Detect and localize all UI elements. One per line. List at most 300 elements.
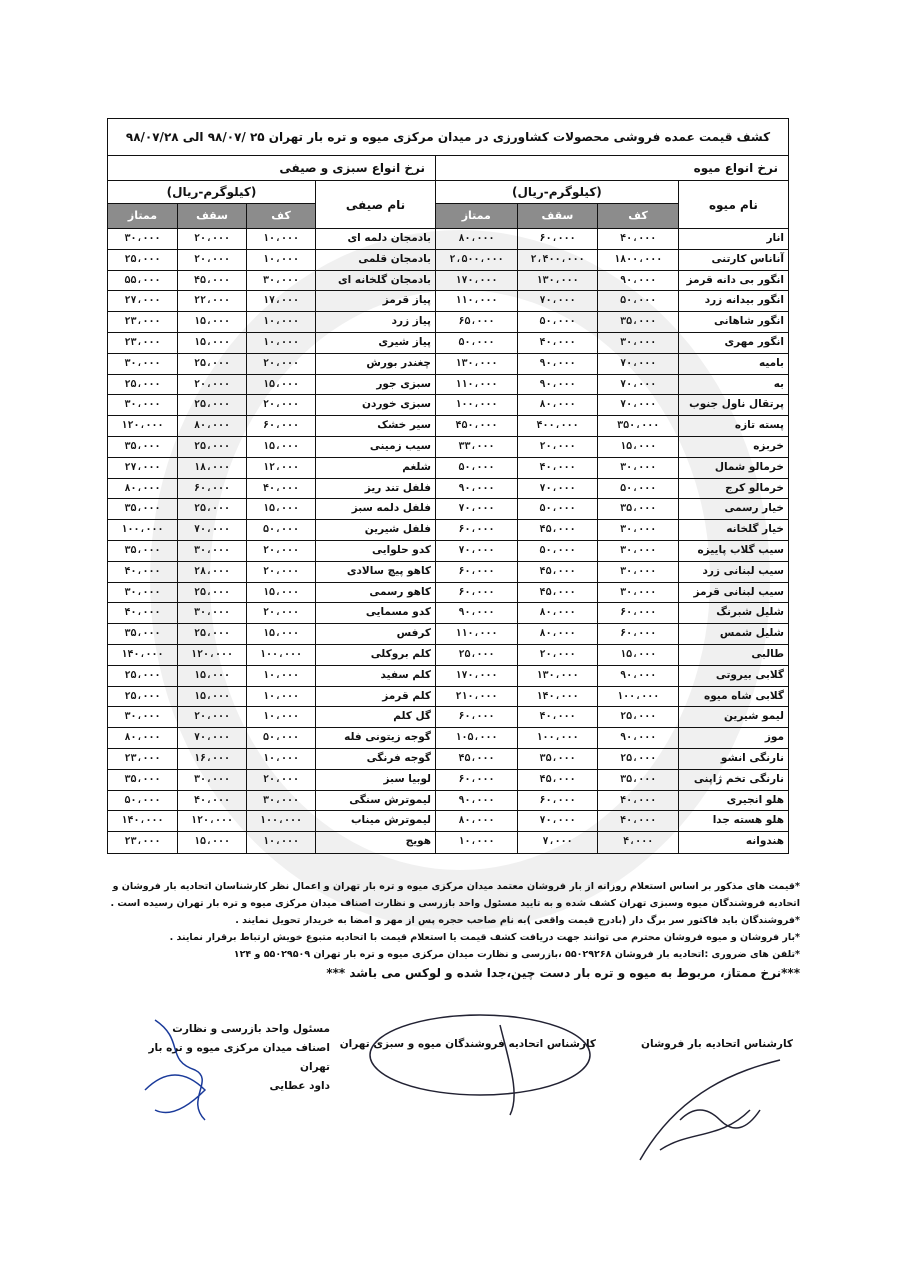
price-momtaz: ۱۴۰،۰۰۰: [121, 648, 164, 660]
price-saghf: ۸۰،۰۰۰: [517, 624, 598, 644]
fruit-col-kaf: کف: [597, 204, 678, 228]
price-kaf: ۱۰،۰۰۰: [246, 312, 315, 332]
price-momtaz: ۱۱۰،۰۰۰: [455, 295, 498, 307]
price-kaf: ۳۵،۰۰۰: [597, 499, 678, 519]
item-name: هلو هسته جدا: [678, 811, 788, 831]
price-table: [107, 118, 789, 854]
price-kaf: ۶۰،۰۰۰: [597, 603, 678, 623]
item-name: سیر خشک: [315, 416, 435, 436]
table-row: [436, 832, 788, 853]
item-name: سیب زمینی: [315, 437, 435, 457]
fruit-rows: [436, 229, 788, 853]
price-saghf: ۴۵،۰۰۰: [517, 520, 598, 540]
price-kaf: ۱۵،۰۰۰: [246, 499, 315, 519]
price-kaf: ۲۵،۰۰۰: [597, 707, 678, 727]
price-momtaz: ۳۰،۰۰۰: [124, 399, 161, 411]
table-row: [436, 520, 788, 541]
price-momtaz: ۴۵۰،۰۰۰: [455, 420, 498, 432]
price-saghf: ۲۵،۰۰۰: [177, 499, 246, 519]
price-momtaz: ۲۳،۰۰۰: [124, 336, 161, 348]
item-name: سبزی جور: [315, 375, 435, 395]
price-saghf: ۸۰،۰۰۰: [517, 603, 598, 623]
price-kaf: ۳۰،۰۰۰: [246, 271, 315, 291]
price-saghf: ۲۸،۰۰۰: [177, 562, 246, 582]
price-momtaz: ۲۵،۰۰۰: [124, 378, 161, 390]
price-momtaz: ۱۲۰،۰۰۰: [121, 420, 164, 432]
item-name: انگور بی دانه قرمز: [678, 271, 788, 291]
item-name: پیاز زرد: [315, 312, 435, 332]
price-momtaz: ۳۳،۰۰۰: [458, 440, 495, 452]
item-name: کلم قرمز: [315, 687, 435, 707]
table-row: [436, 395, 788, 416]
price-momtaz: ۳۰،۰۰۰: [124, 233, 161, 244]
price-saghf: ۲۰،۰۰۰: [177, 375, 246, 395]
price-momtaz: ۲۵،۰۰۰: [124, 669, 161, 681]
price-momtaz: ۱۷۰،۰۰۰: [455, 274, 498, 286]
price-momtaz: ۵۵،۰۰۰: [124, 274, 161, 286]
table-row: [436, 687, 788, 708]
price-kaf: ۹۰،۰۰۰: [597, 666, 678, 686]
note-line: *تلفن های ضروری :اتحادیه بار فروشان ۵۵۰۲۹۲۶۸ ،بازرسی و نظارت میدان مرکزی میوه و تره بار تهران ۵۵۰۲۹۵۰۹ و ۱۲۴: [233, 949, 800, 960]
item-name: لیموترش سنگی: [315, 791, 435, 811]
price-momtaz: ۶۰،۰۰۰: [458, 586, 495, 598]
price-saghf: ۵۰،۰۰۰: [517, 499, 598, 519]
price-kaf: ۱۰،۰۰۰: [246, 333, 315, 353]
item-name: گوجه زیتونی فله: [315, 728, 435, 748]
table-row: [108, 811, 435, 832]
table-row: [108, 749, 435, 770]
veg-section: [108, 156, 435, 853]
price-saghf: ۱۲۰،۰۰۰: [177, 811, 246, 831]
veg-unit-label: (کیلوگرم-ریال): [108, 181, 315, 204]
table-row: [108, 520, 435, 541]
fruit-name-header: نام میوه: [678, 181, 788, 228]
item-name: نارنگی انشو: [678, 749, 788, 769]
price-saghf: ۱۵،۰۰۰: [177, 666, 246, 686]
price-momtaz: ۱۷۰،۰۰۰: [455, 669, 498, 681]
item-name: شلیل شمس: [678, 624, 788, 644]
item-name: گلابی بیروتی: [678, 666, 788, 686]
table-row: [108, 645, 435, 666]
price-momtaz: ۳۰،۰۰۰: [124, 357, 161, 369]
table-row: [436, 562, 788, 583]
price-kaf: ۱۰۰،۰۰۰: [597, 687, 678, 707]
item-name: هویج: [315, 832, 435, 853]
table-row: [436, 250, 788, 271]
table-row: [436, 666, 788, 687]
table-row: [108, 666, 435, 687]
table-row: [108, 832, 435, 853]
price-kaf: ۳۰،۰۰۰: [597, 562, 678, 582]
item-name: پرتقال ناول جنوب: [678, 395, 788, 415]
price-momtaz: ۳۰،۰۰۰: [124, 586, 161, 598]
price-momtaz: ۹۰،۰۰۰: [458, 607, 495, 619]
price-kaf: ۷۰،۰۰۰: [597, 375, 678, 395]
price-momtaz: ۵۰،۰۰۰: [458, 336, 495, 348]
price-saghf: ۲۵،۰۰۰: [177, 395, 246, 415]
item-name: انگور بیدانه زرد: [678, 291, 788, 311]
price-momtaz: ۱۱۰،۰۰۰: [455, 628, 498, 640]
price-saghf: ۷۰،۰۰۰: [177, 520, 246, 540]
item-name: بامیه: [678, 354, 788, 374]
note-line: اتحادیه فروشندگان میوه وسبزی تهران کشف شده و به تایید مسئول واحد بازرسی و نظارت اصناف میدان مرکزی میوه و تره بار تهران رسیده است .: [110, 898, 800, 909]
price-kaf: ۹۰،۰۰۰: [597, 728, 678, 748]
price-kaf: ۱۵،۰۰۰: [246, 437, 315, 457]
price-saghf: ۶۰،۰۰۰: [517, 229, 598, 249]
item-name: نارنگی تخم ژاپنی: [678, 770, 788, 790]
price-saghf: ۴۵،۰۰۰: [517, 583, 598, 603]
price-momtaz: ۶۵،۰۰۰: [458, 316, 495, 328]
veg-col-kaf: کف: [246, 204, 315, 228]
table-row: [436, 728, 788, 749]
price-saghf: ۴۰۰،۰۰۰: [517, 416, 598, 436]
table-row: [108, 562, 435, 583]
price-momtaz: ۸۰،۰۰۰: [124, 732, 161, 744]
table-row: [108, 770, 435, 791]
price-kaf: ۱۵،۰۰۰: [246, 624, 315, 644]
price-saghf: ۲۰،۰۰۰: [517, 437, 598, 457]
table-row: [108, 271, 435, 292]
table-row: [108, 437, 435, 458]
item-name: کرفس: [315, 624, 435, 644]
price-momtaz: ۲۷،۰۰۰: [124, 461, 161, 473]
item-name: انار: [678, 229, 788, 249]
price-momtaz: ۱۰،۰۰۰: [458, 836, 495, 848]
price-kaf: ۳۵،۰۰۰: [597, 312, 678, 332]
table-row: [108, 624, 435, 645]
table-row: [108, 583, 435, 604]
item-name: گلابی شاه میوه: [678, 687, 788, 707]
signature-scribble-right: [620, 1050, 800, 1180]
item-name: پیاز شیری: [315, 333, 435, 353]
price-kaf: ۱۰،۰۰۰: [246, 832, 315, 853]
price-kaf: ۶۰،۰۰۰: [597, 624, 678, 644]
veg-section-title: نرخ انواع سبزی و صیفی: [108, 156, 435, 181]
price-momtaz: ۴۵،۰۰۰: [458, 752, 495, 764]
price-momtaz: ۳۵،۰۰۰: [124, 544, 161, 556]
price-kaf: ۱۵،۰۰۰: [246, 375, 315, 395]
price-kaf: ۵۰،۰۰۰: [597, 479, 678, 499]
price-momtaz: ۸۰،۰۰۰: [458, 233, 495, 244]
veg-name-header: نام صیفی: [315, 181, 435, 228]
table-row: [436, 645, 788, 666]
price-momtaz: ۹۰،۰۰۰: [458, 482, 495, 494]
note-line: *فروشندگان باید فاکتور سر برگ دار (بادرج قیمت واقعی )به نام صاحب حجره پس از مهر و امضا به خریدار تحویل نمایند .: [235, 915, 800, 926]
item-name: کلم بروکلی: [315, 645, 435, 665]
price-kaf: ۱۷،۰۰۰: [246, 291, 315, 311]
table-row: [436, 811, 788, 832]
fruit-col-saghf: سقف: [517, 204, 598, 228]
price-momtaz: ۳۵،۰۰۰: [124, 440, 161, 452]
table-row: [436, 312, 788, 333]
price-momtaz: ۲۵،۰۰۰: [458, 648, 495, 660]
fruit-header: [436, 181, 788, 229]
price-saghf: ۲۰،۰۰۰: [517, 645, 598, 665]
item-name: هندوانه: [678, 832, 788, 853]
price-saghf: ۶۰،۰۰۰: [177, 479, 246, 499]
table-row: [108, 603, 435, 624]
price-kaf: ۳۵،۰۰۰: [597, 770, 678, 790]
price-momtaz: ۵۰،۰۰۰: [458, 461, 495, 473]
price-kaf: ۲۰،۰۰۰: [246, 395, 315, 415]
price-saghf: ۴۰،۰۰۰: [517, 333, 598, 353]
item-name: خرمالو کرج: [678, 479, 788, 499]
price-momtaz: ۶۰،۰۰۰: [458, 524, 495, 536]
item-name: انگور مهری: [678, 333, 788, 353]
price-momtaz: ۲۳،۰۰۰: [124, 752, 161, 764]
table-row: [108, 479, 435, 500]
signature-scribble-middle: [360, 1005, 600, 1125]
signature-scribble-left: [125, 1000, 235, 1140]
price-saghf: ۱۰۰،۰۰۰: [517, 728, 598, 748]
table-row: [108, 458, 435, 479]
table-row: [108, 354, 435, 375]
item-name: کاهو پیچ سالادی: [315, 562, 435, 582]
price-kaf: ۲۰،۰۰۰: [246, 354, 315, 374]
price-momtaz: ۱۱۰،۰۰۰: [455, 378, 498, 390]
price-saghf: ۳۰،۰۰۰: [177, 603, 246, 623]
price-momtaz: ۸۰،۰۰۰: [124, 482, 161, 494]
table-row: [108, 395, 435, 416]
item-name: به: [678, 375, 788, 395]
table-row: [436, 770, 788, 791]
price-momtaz: ۵۰،۰۰۰: [124, 794, 161, 806]
table-row: [436, 583, 788, 604]
item-name: لیمو شیرین: [678, 707, 788, 727]
item-name: لیموترش میناب: [315, 811, 435, 831]
price-momtaz: ۴۰،۰۰۰: [124, 565, 161, 577]
price-momtaz: ۲۵،۰۰۰: [124, 253, 161, 265]
price-saghf: ۸۰،۰۰۰: [177, 416, 246, 436]
price-saghf: ۲۵،۰۰۰: [177, 624, 246, 644]
item-name: موز: [678, 728, 788, 748]
signature-right-title: کارشناس اتحادیه بار فروشان: [641, 1038, 793, 1050]
price-momtaz: ۳۵،۰۰۰: [124, 628, 161, 640]
price-momtaz: ۳۵،۰۰۰: [124, 773, 161, 785]
price-momtaz: ۶۰،۰۰۰: [458, 565, 495, 577]
item-name: کدو حلوایی: [315, 541, 435, 561]
price-kaf: ۳۵۰،۰۰۰: [597, 416, 678, 436]
price-saghf: ۴۰،۰۰۰: [177, 791, 246, 811]
item-name: طالبی: [678, 645, 788, 665]
price-kaf: ۱۰،۰۰۰: [246, 687, 315, 707]
item-name: پسته تازه: [678, 416, 788, 436]
table-row: [436, 603, 788, 624]
item-name: چغندر بورش: [315, 354, 435, 374]
table-row: [108, 250, 435, 271]
price-saghf: ۳۰،۰۰۰: [177, 541, 246, 561]
item-name: لوبیا سبز: [315, 770, 435, 790]
price-kaf: ۷۰،۰۰۰: [597, 354, 678, 374]
price-saghf: ۳۰،۰۰۰: [177, 770, 246, 790]
price-kaf: ۱۰،۰۰۰: [246, 250, 315, 270]
price-saghf: ۷۰،۰۰۰: [517, 291, 598, 311]
price-saghf: ۸۰،۰۰۰: [517, 395, 598, 415]
price-saghf: ۵۰،۰۰۰: [517, 541, 598, 561]
veg-col-momtaz: ممتاز: [108, 204, 177, 228]
price-momtaz: ۶۰،۰۰۰: [458, 711, 495, 723]
price-saghf: ۲۵،۰۰۰: [177, 354, 246, 374]
price-saghf: ۱۳۰،۰۰۰: [517, 271, 598, 291]
price-saghf: ۷،۰۰۰: [517, 832, 598, 853]
price-kaf: ۷۰،۰۰۰: [597, 395, 678, 415]
item-name: هلو انجیری: [678, 791, 788, 811]
price-saghf: ۱۶،۰۰۰: [177, 749, 246, 769]
price-kaf: ۱۲،۰۰۰: [246, 458, 315, 478]
price-momtaz: ۸۰،۰۰۰: [458, 815, 495, 827]
price-saghf: ۲۰،۰۰۰: [177, 707, 246, 727]
table-row: [108, 229, 435, 250]
price-saghf: ۱۸،۰۰۰: [177, 458, 246, 478]
page-title: کشف قیمت عمده فروشی محصولات کشاورزی در میدان مرکزی میوه و تره بار تهران ۲۵ /۹۸/۰۷ الی ۹۸/۰۷/۲۸: [108, 119, 788, 156]
signature-left-line1: مسئول واحد بازرسی و نظارت: [172, 1023, 330, 1035]
price-saghf: ۴۰،۰۰۰: [517, 458, 598, 478]
price-kaf: ۴۰،۰۰۰: [597, 791, 678, 811]
item-name: شلغم: [315, 458, 435, 478]
fruit-section: [435, 156, 788, 853]
item-name: پیاز قرمز: [315, 291, 435, 311]
table-row: [436, 291, 788, 312]
price-kaf: ۹۰،۰۰۰: [597, 271, 678, 291]
item-name: فلفل دلمه سبز: [315, 499, 435, 519]
price-saghf: ۷۰،۰۰۰: [177, 728, 246, 748]
price-momtaz: ۱۰۰،۰۰۰: [121, 524, 164, 536]
veg-rows: [108, 229, 435, 853]
price-momtaz: ۲۳،۰۰۰: [124, 316, 161, 328]
table-row: [436, 354, 788, 375]
item-name: سیب لبنانی قرمز: [678, 583, 788, 603]
premium-notice: ***نرخ ممتاز، مربوط به میوه و تره بار دست چین،جدا شده و لوکس می باشد ***: [326, 966, 800, 980]
price-kaf: ۴۰،۰۰۰: [597, 229, 678, 249]
price-kaf: ۳۰،۰۰۰: [597, 520, 678, 540]
item-name: انگور شاهانی: [678, 312, 788, 332]
item-name: کلم سفید: [315, 666, 435, 686]
price-kaf: ۳۰،۰۰۰: [597, 458, 678, 478]
note-line: *قیمت های مذکور بر اساس استعلام روزانه از بار فروشان معتمد میدان مرکزی میوه و تره بار تهران و اعمال نظر کارشناسان اتحادیه بار فروشان و: [112, 881, 800, 892]
price-kaf: ۶۰،۰۰۰: [246, 416, 315, 436]
price-momtaz: ۷۰،۰۰۰: [458, 503, 495, 515]
item-name: گل کلم: [315, 707, 435, 727]
price-saghf: ۴۵،۰۰۰: [517, 562, 598, 582]
price-momtaz: ۲۷،۰۰۰: [124, 295, 161, 307]
price-kaf: ۵۰،۰۰۰: [246, 728, 315, 748]
price-saghf: ۵۰،۰۰۰: [517, 312, 598, 332]
table-row: [436, 458, 788, 479]
price-kaf: ۳۰،۰۰۰: [597, 541, 678, 561]
item-name: فلفل تند ریز: [315, 479, 435, 499]
table-row: [436, 624, 788, 645]
price-kaf: ۱۰،۰۰۰: [246, 749, 315, 769]
table-row: [108, 791, 435, 812]
signature-middle-title: کارشناس اتحادیه فروشندگان میوه و سبزی تهران: [339, 1038, 596, 1050]
price-kaf: ۲۰،۰۰۰: [246, 562, 315, 582]
price-momtaz: ۳۰،۰۰۰: [124, 711, 161, 723]
table-row: [436, 499, 788, 520]
item-name: خیار رسمی: [678, 499, 788, 519]
price-saghf: ۱۵،۰۰۰: [177, 832, 246, 853]
price-kaf: ۱۰،۰۰۰: [246, 666, 315, 686]
price-kaf: ۴۰،۰۰۰: [597, 811, 678, 831]
table-row: [436, 479, 788, 500]
price-kaf: ۵۰،۰۰۰: [597, 291, 678, 311]
price-saghf: ۲۵،۰۰۰: [177, 583, 246, 603]
price-saghf: ۱۳۰،۰۰۰: [517, 666, 598, 686]
price-saghf: ۷۰،۰۰۰: [517, 811, 598, 831]
price-kaf: ۳۰،۰۰۰: [597, 333, 678, 353]
item-name: کدو مسمایی: [315, 603, 435, 623]
price-saghf: ۱۵،۰۰۰: [177, 333, 246, 353]
price-saghf: ۷۰،۰۰۰: [517, 479, 598, 499]
item-name: کاهو رسمی: [315, 583, 435, 603]
signature-left-line2: اصناف میدان مرکزی میوه و تره بار تهران: [148, 1042, 330, 1073]
table-row: [108, 687, 435, 708]
price-saghf: ۲۵،۰۰۰: [177, 437, 246, 457]
item-name: سیب لبنانی زرد: [678, 562, 788, 582]
veg-header: [108, 181, 435, 229]
price-kaf: ۳۰،۰۰۰: [246, 791, 315, 811]
price-momtaz: ۲۱۰،۰۰۰: [455, 690, 498, 702]
table-row: [108, 499, 435, 520]
price-saghf: ۲۲،۰۰۰: [177, 291, 246, 311]
fruit-section-title: نرخ انواع میوه: [436, 156, 788, 181]
price-saghf: ۹۰،۰۰۰: [517, 375, 598, 395]
table-row: [108, 416, 435, 437]
price-momtaz: ۴۰،۰۰۰: [124, 607, 161, 619]
table-row: [108, 707, 435, 728]
note-line: *بار فروشان و میوه فروشان محترم می توانند جهت دریافت کشف قیمت یا استعلام قیمت با اتحادیه متبوع خویش ارتباط برقرار نمایند .: [169, 932, 800, 943]
price-saghf: ۴۵،۰۰۰: [177, 271, 246, 291]
price-kaf: ۴،۰۰۰: [597, 832, 678, 853]
item-name: خیار گلخانه: [678, 520, 788, 540]
item-name: بادمجان دلمه ای: [315, 229, 435, 249]
item-name: بادمجان گلخانه ای: [315, 271, 435, 291]
price-kaf: ۱۰۰،۰۰۰: [246, 811, 315, 831]
price-kaf: ۵۰،۰۰۰: [246, 520, 315, 540]
price-kaf: ۴۰،۰۰۰: [246, 479, 315, 499]
table-row: [436, 229, 788, 250]
item-name: بادمجان قلمی: [315, 250, 435, 270]
price-kaf: ۲۰،۰۰۰: [246, 603, 315, 623]
price-momtaz: ۱۰۵،۰۰۰: [455, 732, 498, 744]
price-kaf: ۲۰،۰۰۰: [246, 541, 315, 561]
table-row: [108, 312, 435, 333]
table-row: [436, 375, 788, 396]
price-momtaz: ۱۴۰،۰۰۰: [121, 815, 164, 827]
price-saghf: ۲۰،۰۰۰: [177, 229, 246, 249]
table-row: [436, 416, 788, 437]
price-momtaz: ۶۰،۰۰۰: [458, 773, 495, 785]
price-kaf: ۱۵،۰۰۰: [246, 583, 315, 603]
price-kaf: ۱۵،۰۰۰: [597, 437, 678, 457]
price-saghf: ۴۵،۰۰۰: [517, 770, 598, 790]
price-saghf: ۴۰،۰۰۰: [517, 707, 598, 727]
price-kaf: ۳۰،۰۰۰: [597, 583, 678, 603]
price-saghf: ۹۰،۰۰۰: [517, 354, 598, 374]
price-saghf: ۳۵،۰۰۰: [517, 749, 598, 769]
notes-block: [100, 878, 800, 983]
item-name: خربزه: [678, 437, 788, 457]
price-momtaz: ۲۵،۰۰۰: [124, 690, 161, 702]
item-name: خرمالو شمال: [678, 458, 788, 478]
table-row: [436, 333, 788, 354]
signature-left-line3: داود عطایی: [269, 1080, 330, 1092]
veg-col-saghf: سقف: [177, 204, 246, 228]
table-row: [108, 291, 435, 312]
price-saghf: ۲،۴۰۰،۰۰۰: [517, 250, 598, 270]
price-momtaz: ۳۵،۰۰۰: [124, 503, 161, 515]
item-name: سیب گلاب پاییزه: [678, 541, 788, 561]
table-row: [436, 791, 788, 812]
